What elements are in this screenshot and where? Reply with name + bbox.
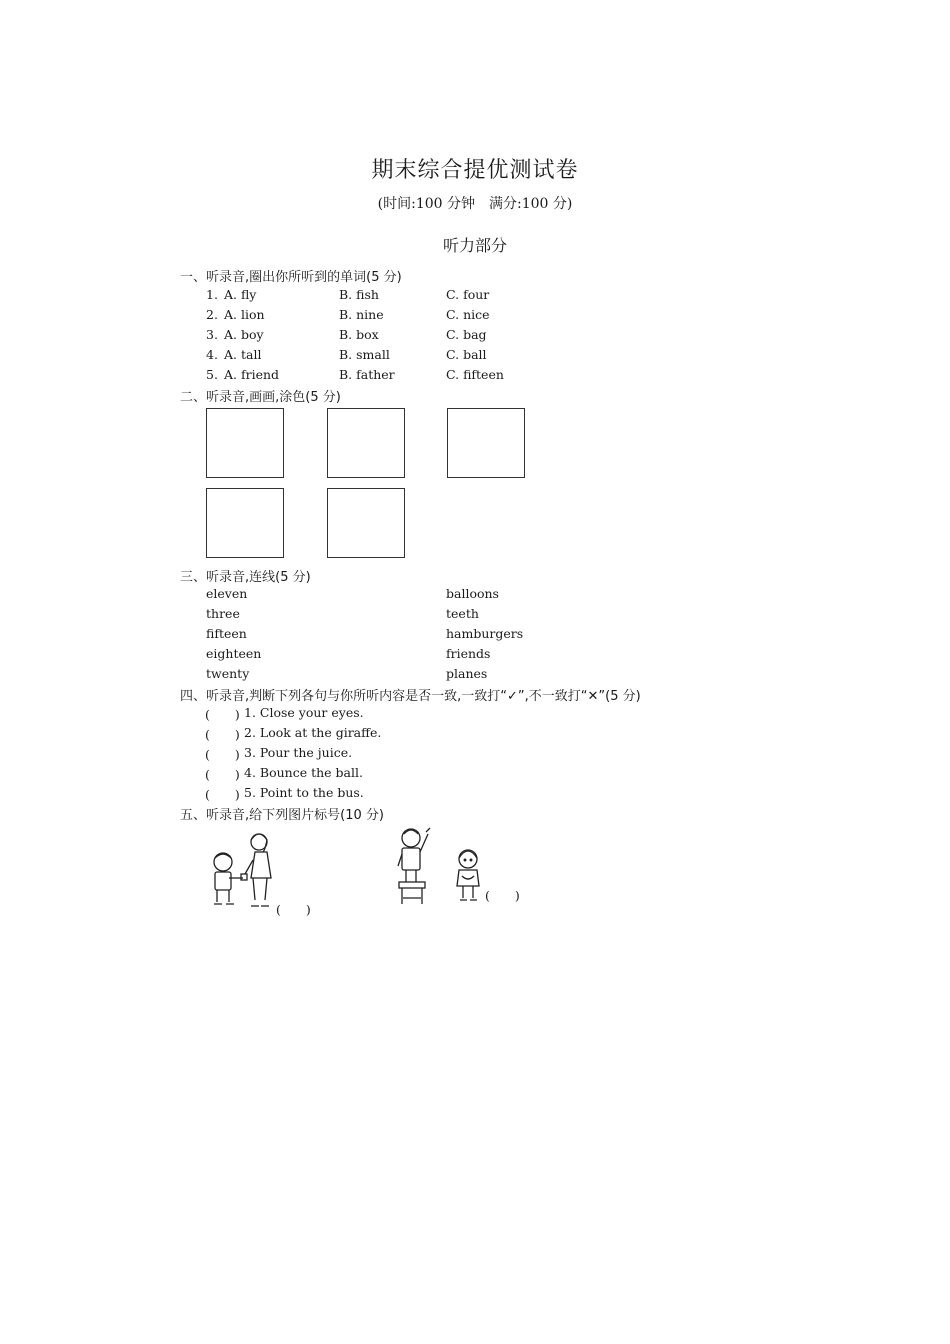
item-number: 5. [206,367,218,382]
option-b: B. box [339,327,379,342]
match-left-word[interactable]: eighteen [206,646,262,661]
drawing-box[interactable] [327,488,405,558]
answer-parentheses[interactable]: ( ) [205,727,240,742]
match-left-word[interactable]: three [206,606,240,621]
page-title: 期末综合提优测试卷 [371,158,579,183]
statement-text: 5. Point to the bus. [244,785,364,800]
match-left-word[interactable]: fifteen [206,626,247,641]
picture-child-on-stool [393,822,437,912]
exam-info: (时间:100 分钟 满分:100 分) [377,196,573,212]
option-b: B. fish [339,287,379,302]
option-b: B. small [339,347,390,362]
statement-text: 1. Close your eyes. [244,705,364,720]
option-c: C. ball [446,347,487,362]
answer-parentheses[interactable]: ( ) [205,707,240,722]
drawing-box[interactable] [327,408,405,478]
drawing-box[interactable] [206,488,284,558]
item-number: 2. [206,307,218,322]
match-right-word[interactable]: hamburgers [446,626,524,641]
answer-parentheses[interactable]: ( ) [205,767,240,782]
statement-text: 4. Bounce the ball. [244,765,363,780]
match-left-word[interactable]: eleven [206,586,248,601]
section-1-heading: 一、听录音,圈出你所听到的单词(5 分) [180,270,402,285]
option-c: C. bag [446,327,487,342]
section-part-title: 听力部分 [442,236,507,255]
option-b: B. father [339,367,395,382]
match-left-word[interactable]: twenty [206,666,250,681]
drawing-box[interactable] [447,408,525,478]
drawing-box[interactable] [206,408,284,478]
match-right-word[interactable]: planes [446,666,488,681]
answer-parentheses[interactable]: ( ) [205,787,240,802]
option-a: A. tall [224,347,262,362]
option-c: C. four [446,287,490,302]
picture-boy-and-woman [205,822,285,918]
item-number: 4. [206,347,218,362]
statement-text: 2. Look at the giraffe. [244,725,382,740]
option-a: A. lion [224,307,265,322]
section-5-heading: 五、听录音,给下列图片标号(10 分) [180,808,384,823]
item-number: 1. [206,287,218,302]
option-b: B. nine [339,307,384,322]
section-2-heading: 二、听录音,画画,涂色(5 分) [180,390,341,405]
item-number: 3. [206,327,218,342]
picture-girl [450,846,486,908]
option-c: C. nice [446,307,490,322]
option-c: C. fifteen [446,367,504,382]
match-right-word[interactable]: friends [446,646,491,661]
match-right-word[interactable]: teeth [446,606,479,621]
answer-parentheses[interactable]: ( ) [205,747,240,762]
section-4-heading: 四、听录音,判断下列各句与你所听内容是否一致,一致打“✓”,不一致打“✕”(5 分) [180,689,641,704]
option-a: A. friend [224,367,280,382]
answer-parentheses[interactable]: ( ) [485,888,520,903]
option-a: A. boy [224,327,264,342]
section-3-heading: 三、听录音,连线(5 分) [180,570,311,585]
answer-parentheses[interactable]: ( ) [276,902,311,917]
match-right-word[interactable]: balloons [446,586,499,601]
statement-text: 3. Pour the juice. [244,745,353,760]
option-a: A. fly [224,287,257,302]
